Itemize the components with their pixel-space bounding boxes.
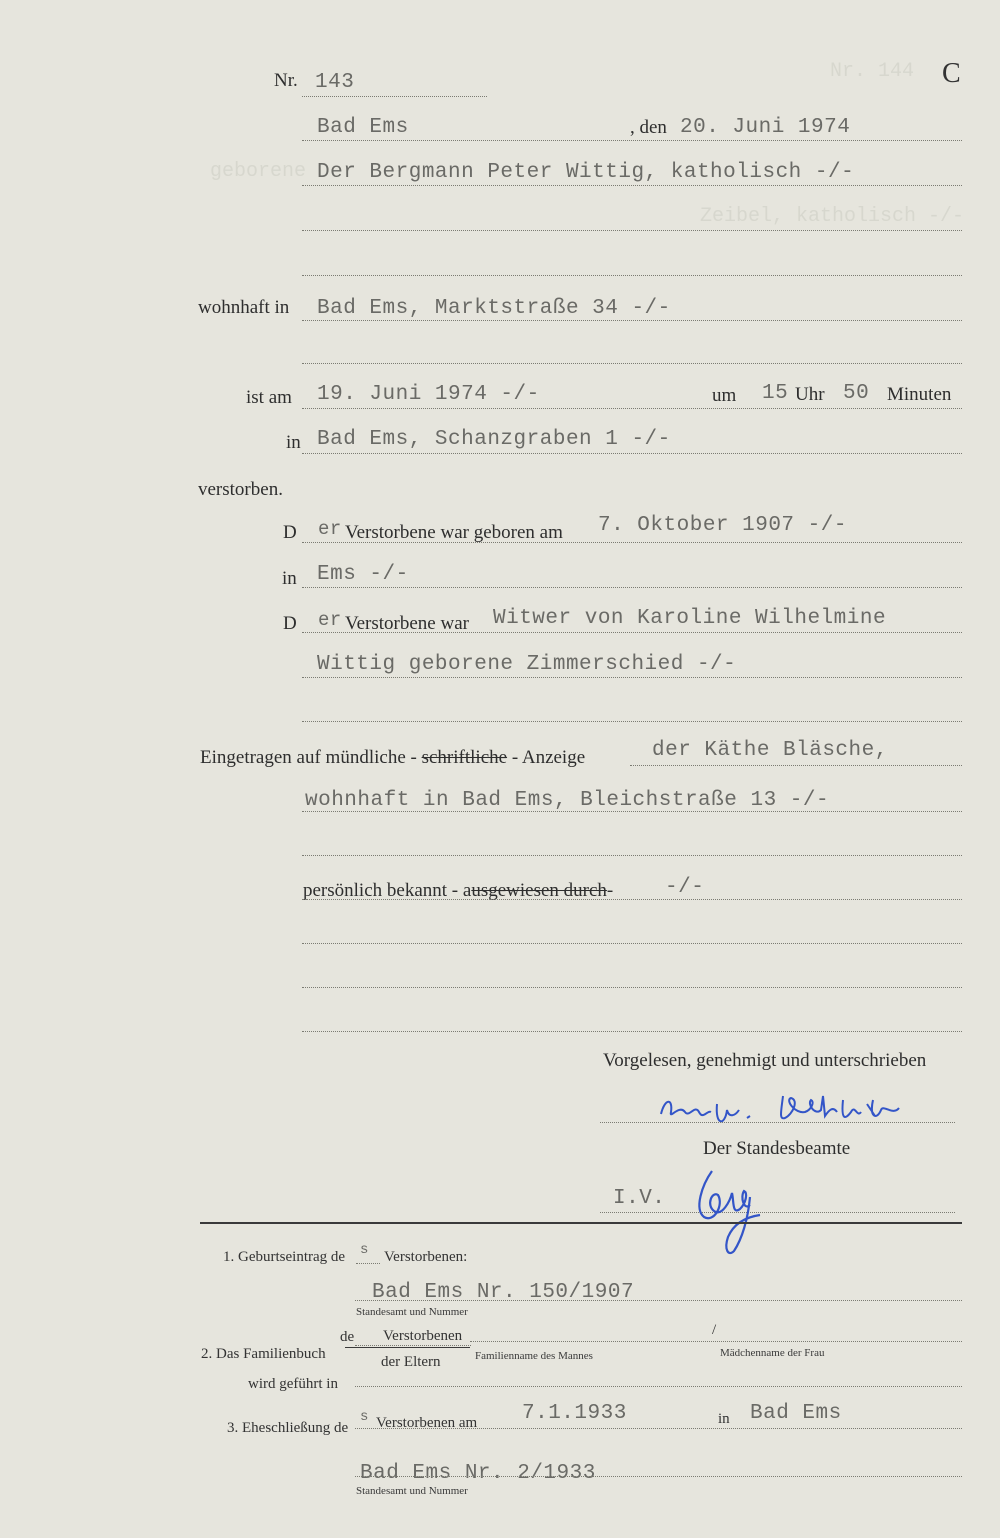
rule — [302, 140, 962, 141]
reporter-signature — [655, 1090, 945, 1130]
rule — [355, 1428, 962, 1429]
note1-caption: Standesamt und Nummer — [356, 1306, 468, 1318]
rule — [355, 1345, 471, 1346]
note1-label-b: Verstorbenen: — [384, 1249, 468, 1265]
note2-caption-b: Mädchenname der Frau — [720, 1347, 825, 1359]
rule — [356, 1263, 380, 1264]
rule — [302, 453, 962, 454]
birth-place-label: in — [282, 568, 297, 589]
reporter-name: der Käthe Bläsche, — [652, 739, 888, 762]
bleed-through: Zeibel, katholisch -/- — [700, 205, 965, 228]
iv-label: I.V. — [613, 1187, 666, 1210]
rule — [355, 1476, 962, 1477]
rule — [302, 363, 962, 364]
minutes-label: Minuten — [887, 384, 952, 405]
status-label: Verstorbene war — [345, 613, 469, 634]
bleed-through: geborene — [210, 160, 307, 183]
born-typed-er: er — [318, 518, 342, 540]
death-place: Bad Ems, Schanzgraben 1 -/- — [317, 428, 671, 451]
bracket-rule — [345, 1347, 470, 1348]
entry-number-value: 143 — [315, 71, 355, 94]
note1-value: Bad Ems Nr. 150/1907 — [372, 1281, 635, 1304]
rule — [302, 987, 962, 988]
rule — [355, 1386, 962, 1387]
note3-label-b: Verstorbenen am — [376, 1415, 478, 1431]
rule — [302, 408, 962, 409]
registration-place: Bad Ems — [317, 116, 409, 139]
note3-label: 3. Eheschließung de — [227, 1420, 349, 1436]
time-label-um: um — [712, 385, 737, 406]
note2-eltern: der Eltern — [381, 1354, 441, 1370]
rule — [302, 275, 962, 276]
registrar-label: Der Standesbeamte — [703, 1138, 851, 1159]
rule — [302, 899, 962, 900]
note3-caption: Standesamt und Nummer — [356, 1485, 468, 1497]
bleed-through: Nr. 144 — [830, 60, 915, 83]
rule — [302, 185, 962, 186]
died-label: verstorben. — [198, 479, 283, 500]
status-line-1: Witwer von Karoline Wilhelmine — [493, 607, 887, 630]
note2-slash: / — [712, 1322, 717, 1338]
note2-de: de — [340, 1329, 355, 1345]
note3-in: in — [718, 1411, 730, 1427]
hour-label: Uhr — [795, 384, 825, 405]
rule — [302, 943, 962, 944]
birth-place: Ems -/- — [317, 563, 409, 586]
note1-typed-s: s — [360, 1242, 369, 1258]
rule — [302, 542, 962, 543]
note3-date: 7.1.1933 — [522, 1402, 627, 1425]
rule — [302, 677, 962, 678]
residence-value: Bad Ems, Marktstraße 34 -/- — [317, 297, 671, 320]
registration-date: 20. Juni 1974 — [680, 116, 851, 139]
reporter-address: wohnhaft in Bad Ems, Bleichstraße 13 -/- — [305, 789, 830, 812]
death-hour: 15 — [762, 382, 789, 405]
note3-place: Bad Ems — [750, 1402, 842, 1425]
status-prefix: D — [283, 613, 297, 634]
entry-number-label: Nr. — [274, 70, 298, 91]
report-label-b: - Anzeige — [511, 747, 586, 768]
note3-typed-s: s — [360, 1409, 369, 1425]
note2-label: 2. Das Familienbuch — [201, 1346, 326, 1362]
rule — [630, 765, 962, 766]
death-place-label: in — [286, 432, 301, 453]
death-minutes: 50 — [843, 382, 870, 405]
known-label-a: persönlich bekannt - a — [303, 880, 472, 901]
note2-typed: Verstorbenen — [383, 1328, 463, 1344]
status-typed-er: er — [318, 609, 342, 631]
deceased-person: Der Bergmann Peter Wittig, katholisch -/- — [317, 161, 855, 184]
rule — [302, 320, 962, 321]
residence-label: wohnhaft in — [198, 297, 290, 318]
report-label-a: Eingetragen auf mündliche - — [200, 747, 417, 768]
note2-label-b: wird geführt in — [248, 1376, 338, 1392]
rule — [302, 1031, 962, 1032]
rule — [600, 1122, 955, 1123]
birth-date: 7. Oktober 1907 -/- — [598, 514, 847, 537]
born-label: Verstorbene war geboren am — [345, 522, 563, 543]
section-separator — [200, 1222, 962, 1224]
known-typed: -/- — [665, 876, 705, 899]
rule — [302, 230, 962, 231]
rule — [302, 96, 487, 97]
status-line-2: Wittig geborene Zimmerschied -/- — [317, 653, 737, 676]
death-date-label: ist am — [246, 387, 292, 408]
rule — [302, 721, 962, 722]
born-prefix: D — [283, 522, 297, 543]
rule — [355, 1300, 962, 1301]
rule — [302, 587, 962, 588]
read-approved-text: Vorgelesen, genehmigt und unterschrieben — [603, 1050, 927, 1071]
rule — [302, 811, 962, 812]
note2-caption-a: Familienname des Mannes — [475, 1350, 593, 1362]
date-label: , den — [630, 117, 667, 138]
note3-value: Bad Ems Nr. 2/1933 — [360, 1462, 596, 1485]
report-label — [200, 747, 585, 769]
registrar-signature — [688, 1165, 778, 1260]
known-label-b: - — [606, 880, 614, 901]
rule — [302, 855, 962, 856]
note1-label: 1. Geburtseintrag de — [223, 1249, 346, 1265]
known-label-struck: usgewiesen durch — [471, 880, 607, 901]
death-date: 19. Juni 1974 -/- — [317, 383, 540, 406]
corner-mark: C — [942, 58, 961, 89]
report-label-struck: schriftliche — [421, 747, 508, 768]
rule — [470, 1341, 962, 1342]
rule — [302, 632, 962, 633]
